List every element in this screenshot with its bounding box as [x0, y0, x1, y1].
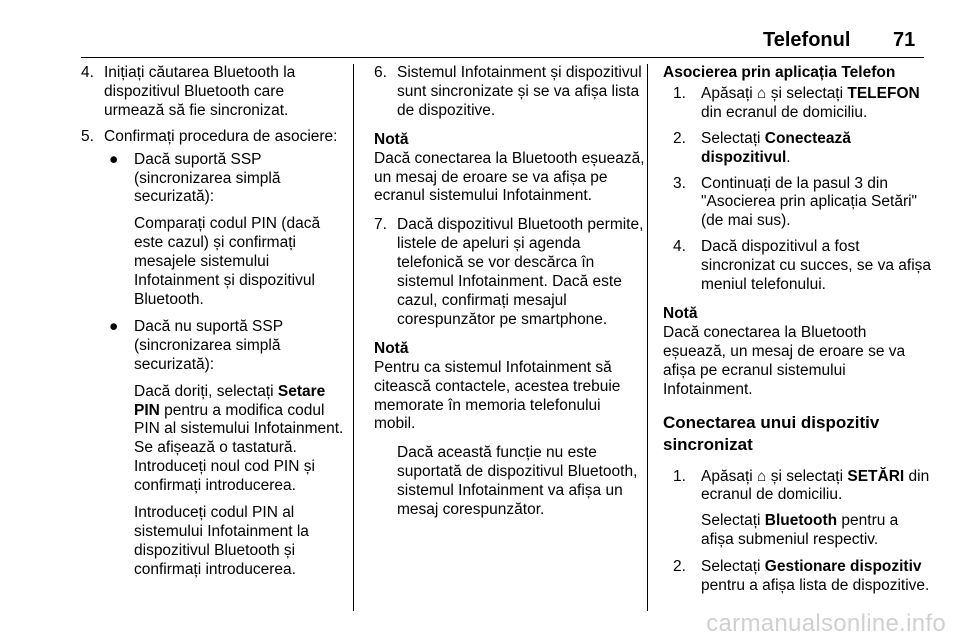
- home-icon: ⌂: [757, 84, 767, 102]
- step-text: Dacă dispozitivul a fost sincronizat cu succes, se va afișa meniul telefonului.: [701, 238, 932, 294]
- step-number: 2.: [673, 129, 686, 147]
- connect-step-2: 2. Selectați Gestionare dispozitiv pentru a afișa lista de dispozitive.: [673, 558, 930, 595]
- watermark: carmanualsonline.info: [706, 610, 946, 637]
- menu-term: TELEFON: [847, 84, 920, 102]
- step-text: Continuați de la pasul 3 din "Asocierea prin aplicația Setări" (de mai sus).: [701, 174, 918, 230]
- step-number: 5.: [81, 127, 94, 145]
- page-title: Telefonul: [763, 29, 851, 51]
- step-number: 7.: [374, 216, 387, 234]
- step-number: 6.: [374, 64, 387, 81]
- step-5: [81, 128, 347, 147]
- column-divider-1: [353, 64, 354, 611]
- note-box-3: [663, 305, 933, 400]
- note-label: Notă: [374, 130, 409, 148]
- bullet-no-ssp: [81, 318, 347, 375]
- step-6: [374, 64, 646, 121]
- bullet-text: Dacă nu suportă SSP (sincronizarea simplă securizată):: [134, 317, 283, 373]
- note-label: Notă: [663, 304, 698, 322]
- step-number: 4.: [673, 238, 686, 256]
- pair-step-2: 2. Selectați Conectează dispozitivul.: [673, 129, 851, 166]
- note-label: Notă: [374, 339, 409, 357]
- step-text: Confirmați procedura de asociere:: [104, 127, 338, 145]
- menu-term: Bluetooth: [764, 512, 838, 530]
- home-icon: ⌂: [757, 467, 767, 485]
- column-2: [374, 64, 646, 528]
- menu-term: Gestionare dispozitiv: [764, 558, 922, 576]
- step-number: 4.: [81, 64, 94, 81]
- pair-step-1: 1. Apăsați ⌂ și selectați TELEFON din ecranul de domiciliu.: [673, 84, 920, 121]
- note-text: Dacă conectarea la Bluetooth eșuează, un mesaj de eroare se va afișa pe ecranul sistemului Infotainment.: [663, 323, 906, 398]
- menu-term: Conectează dispozitivul: [701, 129, 851, 166]
- section-heading-pairing: Asocierea prin aplicația Telefon: [663, 64, 896, 81]
- step-text: Inițiați căutarea Bluetooth la dispozitivul Bluetooth care urmează să fie sincronizat.: [104, 64, 296, 119]
- note-box-1: [374, 131, 646, 207]
- bullet-subtext: Dacă doriți, selectați Setare PIN pentru a modifica codul PIN al sistemului Infotainment. Se afișează o tastatură. Introduceți noul cod PIN și confirmați introducerea.: [134, 382, 344, 495]
- note-text: Dacă conectarea la Bluetooth eșuează, un mesaj de eroare se va afișa pe ecranul sistemului Infotainment.: [374, 149, 645, 205]
- note-subtext: Dacă această funcție nu este suportată de dispozitivul Bluetooth, sistemul Infotainment va afișa un mesaj corespunzător.: [397, 444, 638, 519]
- step-text: Sistemul Infotainment și dispozitivul sunt sincronizate și se va afișa lista de dispozitive.: [397, 64, 642, 119]
- connect-step-1-subtext: Selectați Bluetooth pentru a afișa submeniul respectiv.: [701, 512, 899, 549]
- bullet-ssp: [81, 151, 347, 208]
- bullet-icon: ●: [109, 150, 119, 168]
- bullet-text: Dacă suportă SSP (sincronizarea simplă securizată):: [134, 150, 281, 206]
- step-4: [81, 64, 347, 121]
- column-3: [663, 64, 933, 603]
- menu-term: SETĂRI: [847, 467, 905, 485]
- step-number: 1.: [673, 467, 686, 485]
- step-number: 3.: [673, 174, 686, 192]
- bullet-icon: ●: [109, 317, 119, 335]
- column-1: [81, 64, 347, 588]
- pair-step-3: [673, 175, 933, 232]
- note-text: Pentru ca sistemul Infotainment să citească contactele, acestea trebuie memorate în memoria telefonului mobil.: [374, 358, 621, 433]
- step-number: 1.: [673, 84, 686, 102]
- note-box-2: [374, 340, 646, 435]
- step-number: 2.: [673, 558, 686, 576]
- pair-step-4: [673, 238, 933, 295]
- bullet-subtext: Comparați codul PIN (dacă este cazul) și confirmați mesajele sistemului Infotainment și dispozitivul Bluetooth.: [134, 215, 321, 308]
- menu-term: Setare PIN: [134, 382, 326, 419]
- section-heading-connect: Conectarea unui dispozitiv sincronizat: [663, 412, 880, 454]
- header-divider: [81, 57, 924, 58]
- page-number: 71: [893, 29, 916, 51]
- connect-step-1: 1. Apăsați ⌂ și selectați SETĂRI din ecranul de domiciliu.: [673, 467, 930, 504]
- step-text: Dacă dispozitivul Bluetooth permite, listele de apeluri și agenda telefonică se vor descărca în sistemul Infotainment. Dacă este cazul, confirmați mesajul corespunzător pe smartphone.: [397, 216, 644, 328]
- column-divider-2: [647, 64, 648, 611]
- step-7: [374, 216, 646, 329]
- bullet-subtext: Introduceți codul PIN al sistemului Infotainment la dispozitivul Bluetooth și confirmați introducerea.: [134, 504, 309, 578]
